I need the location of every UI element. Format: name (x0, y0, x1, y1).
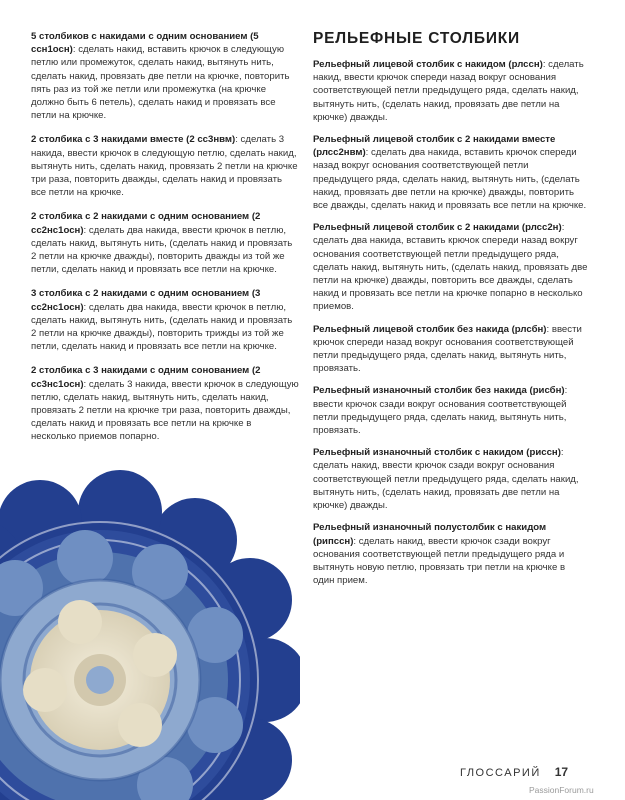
glossary-entry (313, 446, 588, 512)
entry-definition: : сделать два накида, ввести крючок в петлю, сделать накид, вытянуть нить, (сделать накид и провязать 2 петли на крючке дважды), повторить дважды из той же петли, сделать накид и провязать все петли на крючке. (31, 224, 293, 276)
footer-section-label: ГЛОССАРИЙ (460, 767, 541, 779)
page-footer (460, 765, 568, 779)
entry-term: Рельефный изнаночный полустолбик с накидом (рипссн) (313, 522, 547, 547)
entry-term: 2 столбика с 2 накидами с одним основанием (2 сс2нс1осн) (31, 211, 261, 236)
glossary-entry (313, 58, 588, 124)
entry-definition: : сделать два накида, вставить крючок спереди назад вокруг основания соответствующей петли предыдущего ряда, сделать накид, вытянуть нить, (сделать накид, провязать две петли на крючке) дважды, повторить все дважды, сделать накид и провязать все петли на крючке. (313, 147, 587, 212)
glossary-entry (31, 133, 299, 199)
page-number: 17 (554, 765, 569, 779)
entry-definition: : сделать накид, ввести крючок спереди назад вокруг основания соответствующей петли предыдущего ряда, сделать накид, вытянуть нить, (сделать накид, провязать две петли на крючке) дважды. (313, 59, 584, 123)
entry-definition: : сделать два накида, ввести крючок в петлю, сделать накид, вытянуть нить, (сделать накид и провязать 2 петли на крючке дважды), повторить трижды из той же петли, сделать накид и провязать все петли на крючке. (31, 301, 293, 353)
glossary-entry (313, 384, 588, 437)
entry-term: 3 столбика с 2 накидами с одним основанием (3 сс2нс1осн) (31, 288, 261, 313)
entry-term: Рельефный изнаночный столбик с накидом (риссн) (313, 447, 561, 459)
entry-definition: : сделать накид, вставить крючок в следующую петлю или промежуток, сделать накид, вытянуть нить, сделать накид, провязать две петли на крючке, повторить пять раз из той же петли или промежутка (на крючке должно быть 6 петель), сделать накид и провязать все петли на крючке. (31, 44, 290, 122)
right-column (313, 30, 588, 596)
entry-term: 5 столбиков с накидами с одним основанием (5 ссн1осн) (31, 31, 259, 56)
section-title: РЕЛЬЕФНЫЕ СТОЛБИКИ (313, 30, 520, 47)
entry-term: 2 столбика с 3 накидами с одним сонованием (2 сс3нс1осн) (31, 365, 261, 390)
glossary-entry (313, 323, 588, 376)
entry-definition: : сделать накид, ввести крючок сзади вокруг основания соответствующей петли предыдущего ряда и вытянуть новую петлю, провязать три петли на крючке в один прием. (313, 535, 566, 587)
entry-term: Рельефный лицевой столбик без накида (рлсбн) (313, 323, 547, 335)
glossary-entry (31, 30, 299, 122)
entry-definition: : сделать 3 накида, ввести крючок в следующую петлю, сделать накид, вытянуть нить, сделать накид, провязать 2 петли на крючке три раза, повторить дважды, сделать накид и провязать все петли на крючке в несколько приемов попарно. (31, 378, 299, 443)
entry-term: Рельефный лицевой столбик с 2 накидами (рлсс2н) (313, 222, 562, 234)
entry-term: 2 столбика с 3 накидами вместе (2 сс3нвм) (31, 134, 236, 146)
glossary-entry (31, 364, 299, 443)
glossary-entry (313, 521, 588, 587)
glossary-entry (31, 287, 299, 353)
entry-term: Рельефный изнаночный столбик без накида (рисбн) (313, 385, 565, 397)
watermark: PassionForum.ru (529, 785, 594, 795)
entry-definition: : сделать 3 накида, ввести крючок в следующую петлю, сделать накид, вытянуть нить, сделать накид, провязать 2 петли на крючке три раза, повторить дважды, сделать накид и провязать все петли на крючке. (31, 134, 298, 199)
entry-definition: : сделать два накида, вставить крючок спереди назад вокруг основания соответствующей петли предыдущего ряда, сделать накид, вытянуть нить, (сделать накид, провязать две петли на крючке) дважды, повторить все дважды, сделать накид и провязать все петли на крючке попарно в несколько приемов. (313, 222, 588, 313)
glossary-entry (313, 133, 588, 212)
left-column (31, 30, 299, 455)
entry-definition: : ввести крючок спереди назад вокруг основания соответствующей петли предыдущего ряда, сделать накид, вытянуть нить, провязать. (313, 323, 582, 375)
glossary-entry (31, 210, 299, 276)
glossary-entry (313, 221, 588, 313)
entry-term: Рельефный лицевой столбик с 2 накидами вместе (рлсс2нвм) (313, 134, 556, 159)
entry-definition: : ввести крючок сзади вокруг основания соответствующей петли предыдущего ряда, сделать накид, вытянуть нить, провязать. (313, 385, 568, 437)
entry-term: Рельефный лицевой столбик с накидом (рлссн) (313, 59, 543, 70)
entry-definition: : сделать накид, ввести крючок сзади вокруг основания соответствующей петли предыдущего ряда, сделать накид, вытянуть нить, (сделать накид, провязать две петли на крючке) дважды. (313, 447, 579, 512)
